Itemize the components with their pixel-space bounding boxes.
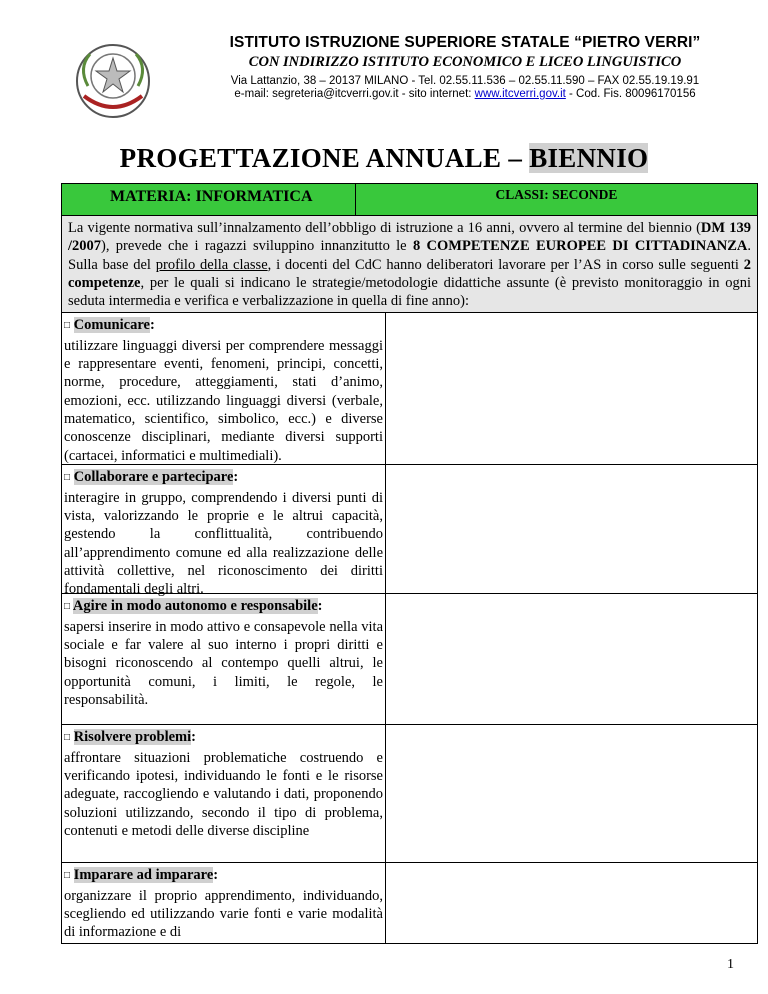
intro-text: , per le quali si indicano le strategie/metodologie didattiche assunte (è previsto monitoraggio in ogni seduta intermedia e verifica e verbalizzazione in quella di fine anno): <box>68 274 751 310</box>
email-text: e-mail: segreteria@itcverri.gov.it - sito internet: <box>234 88 475 100</box>
competence-title: Agire in modo autonomo e responsabile <box>72 598 318 615</box>
fiscal-code: - Cod. Fis. 80096170156 <box>565 88 696 100</box>
intro-text: , i docenti del CdC hanno deliberatori lavorare per l’AS in corso sulle seguenti <box>267 256 744 273</box>
strategy-cell[interactable] <box>386 594 757 724</box>
competence-colon: : <box>149 317 155 334</box>
table-header-row <box>62 184 757 216</box>
competence-description <box>62 313 386 464</box>
competence-label <box>64 469 238 485</box>
competence-row <box>62 313 757 465</box>
intro-text: . Sulla base del <box>68 238 751 273</box>
checkbox-icon[interactable]: □ <box>64 320 71 332</box>
checkbox-icon[interactable]: □ <box>64 472 71 484</box>
competence-title: Comunicare <box>73 317 150 334</box>
page-title-highlight: BIENNIO <box>529 143 649 173</box>
school-subtitle: CON INDIRIZZO ISTITUTO ECONOMICO E LICEO LINGUISTICO <box>248 54 682 70</box>
strategy-cell[interactable] <box>386 465 757 593</box>
page-number: 1 <box>727 957 734 972</box>
page-title-text: PROGETTAZIONE ANNUALE – <box>119 143 530 173</box>
competence-text: utilizzare linguaggi diversi per comprendere messaggi e rappresentare eventi, fenomeni, principi, concetti, norme, procedure, atteggiamenti, stati d’animo, emozioni, ecc. utilizzando linguaggi diversi (verbale, matematico, scientifico, simbolico, ecc.) e diverse conoscenze disciplinari, mediante diversi supporti (cartacei, informatici e multimediali). <box>64 337 383 464</box>
competence-description <box>62 465 386 598</box>
intro-bold: DM 139 /2007 <box>68 220 751 255</box>
competence-text: sapersi inserire in modo attivo e consapevole nella vita sociale e far valere al suo interno i propri diritti e bisogni riconoscendo al contempo quelli altrui, le opportunità comuni, i limiti, le regole, le responsabilità. <box>64 618 383 708</box>
checkbox-icon[interactable]: □ <box>64 732 71 744</box>
strategy-cell[interactable] <box>386 313 757 464</box>
competence-colon: : <box>191 729 196 746</box>
competence-label <box>64 867 218 883</box>
competence-title: Collaborare e partecipare <box>73 469 234 486</box>
school-address: Via Lattanzio, 38 – 20137 MILANO - Tel. 02.55.11.536 – 02.55.11.590 – FAX 02.55.19.19.91 <box>230 75 700 87</box>
intro-bold: 8 COMPETENZE EUROPEE DI CITTADINANZA <box>412 238 748 255</box>
competence-description <box>62 863 386 943</box>
competence-row <box>62 863 757 943</box>
intro-text: La vigente normativa sull’innalzamento dell’obbligo di istruzione a 16 anni, ovvero al termine del biennio ( <box>68 220 701 236</box>
website-link[interactable]: www.itcverri.gov.it <box>474 88 566 100</box>
planning-table <box>61 183 758 944</box>
checkbox-icon[interactable]: □ <box>64 870 71 882</box>
competence-title: Imparare ad imparare <box>73 867 214 884</box>
materia-cell: MATERIA: INFORMATICA <box>62 184 356 215</box>
competence-label <box>64 598 323 614</box>
strategy-cell[interactable] <box>386 863 757 943</box>
competence-label <box>64 317 155 333</box>
strategy-cell[interactable] <box>386 725 757 862</box>
competence-row <box>62 725 757 863</box>
competence-row <box>62 594 757 725</box>
checkbox-icon[interactable]: □ <box>64 601 71 613</box>
school-name: ISTITUTO ISTRUZIONE SUPERIORE STATALE “PIETRO VERRI” <box>229 34 701 51</box>
competence-text: organizzare il proprio apprendimento, individuando, scegliendo ed utilizzando varie fonti e varie modalità di informazione e di <box>64 887 383 941</box>
competence-description <box>62 725 386 862</box>
school-contacts <box>160 88 768 100</box>
intro-underline: profilo della classe <box>155 256 268 273</box>
competence-text: interagire in gruppo, comprendendo i diversi punti di vista, valorizzando le proprie e le altrui capacità, gestendo la conflittualità, contribuendo all’apprendimento comune ed alla realizzazione delle attività collettive, nel riconoscimento dei diritti fondamentali degli altri. <box>64 489 383 598</box>
intro-paragraph <box>62 216 757 313</box>
intro-bold: 2 competenze <box>68 256 751 291</box>
repubblica-italiana-emblem-icon <box>70 38 156 124</box>
classi-cell: CLASSI: SECONDE <box>356 184 757 215</box>
competence-colon: : <box>317 598 323 615</box>
competence-description <box>62 594 386 724</box>
letterhead <box>70 34 768 104</box>
competence-title: Risolvere problemi <box>73 729 192 746</box>
competence-colon: : <box>213 867 219 884</box>
competence-label <box>64 729 196 745</box>
competence-row <box>62 465 757 598</box>
intro-text: ), prevede che i ragazzi sviluppino innanzitutto le <box>101 238 413 255</box>
competence-colon: : <box>233 469 239 486</box>
competence-text: affrontare situazioni problematiche costruendo e verificando ipotesi, individuando le fonti e le risorse adeguate, raccogliendo e valutando i dati, proponendo soluzioni utilizzando, secondo il tipo di problema, contenuti e metodi delle diverse discipline <box>64 749 383 839</box>
page-title <box>0 143 768 174</box>
